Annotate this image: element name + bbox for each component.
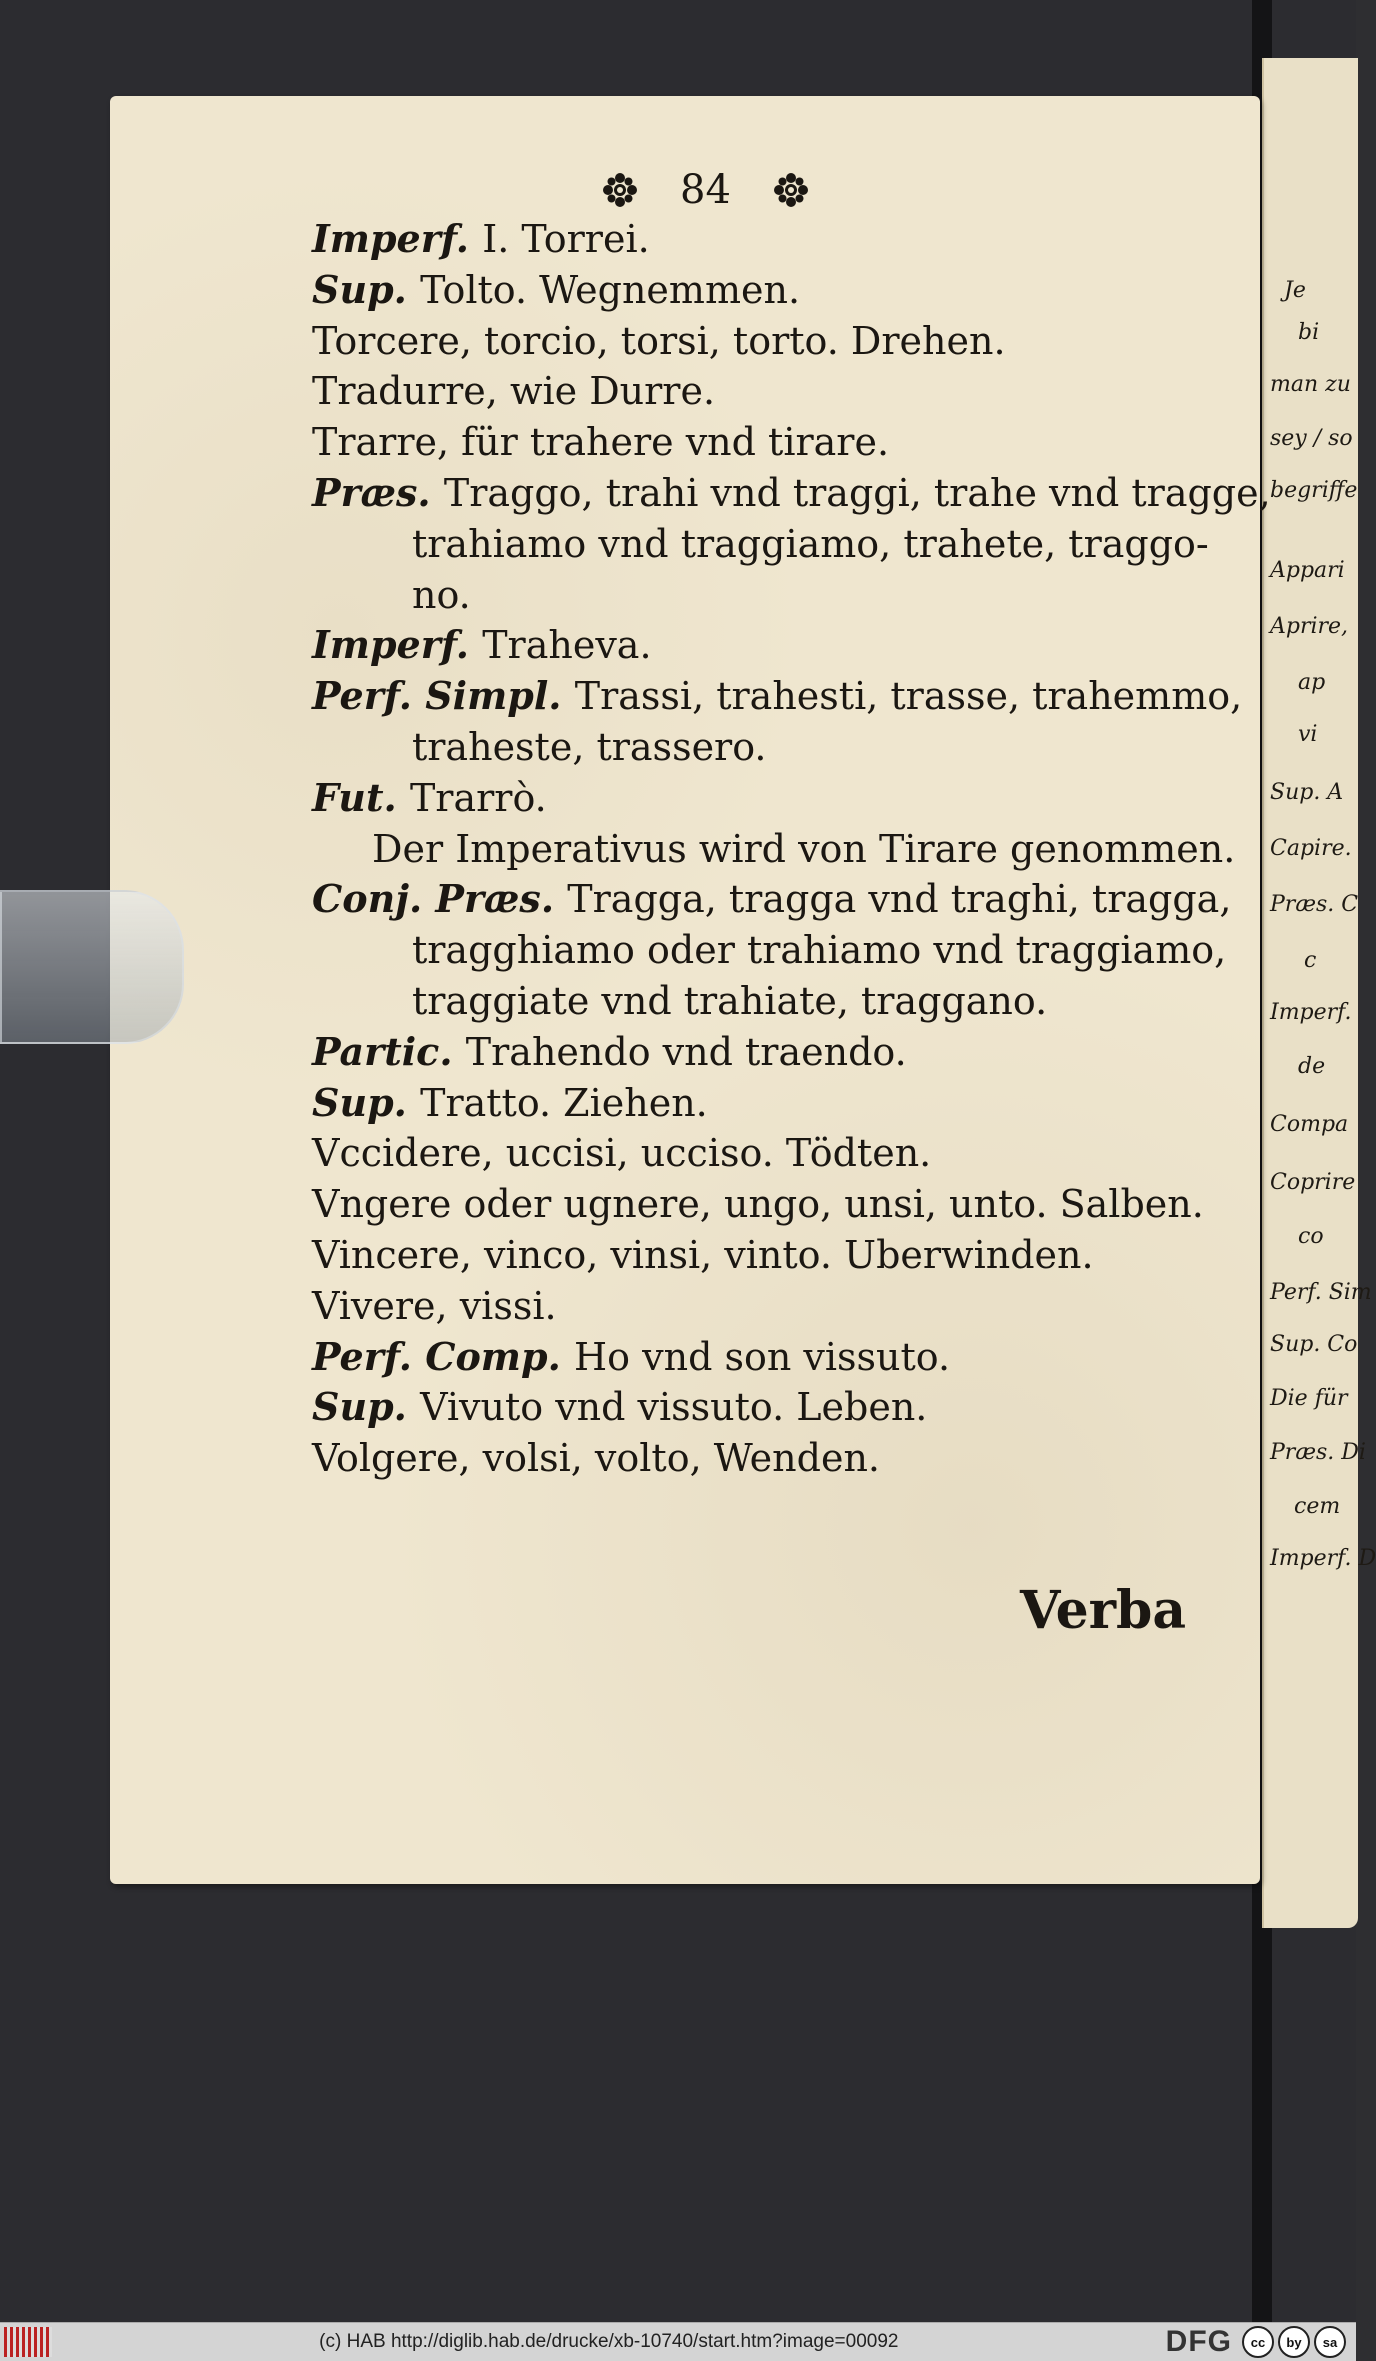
- grammar-label: Conj. Præs.: [312, 876, 568, 922]
- facing-page-fragment: Perf. Sim: [1270, 1280, 1372, 1305]
- line-text: traheste, trassero.: [412, 724, 767, 769]
- text-line: [312, 1382, 1192, 1433]
- line-text: Vincere, vinco, vinsi, vinto. Uberwinden.: [312, 1232, 1094, 1277]
- text-line: [312, 1078, 1192, 1129]
- flower-ornament-icon: [771, 170, 811, 210]
- facing-page-fragment: Die für: [1270, 1386, 1348, 1411]
- line-text: Trahendo vnd traendo.: [465, 1029, 907, 1074]
- facing-page-fragment: Præs. C: [1270, 892, 1359, 917]
- line-text: Vngere oder ugnere, ungo, unsi, unto. Salben.: [312, 1182, 1204, 1227]
- text-line: [312, 925, 1227, 976]
- grammar-label: Præs.: [312, 469, 444, 515]
- text-line: [312, 1281, 1192, 1332]
- grammar-label: Partic.: [312, 1028, 466, 1074]
- facing-page-fragment: Je: [1284, 278, 1306, 303]
- dfg-logo: DFG: [1165, 2325, 1232, 2358]
- facing-page-fragment: Sup. A: [1270, 780, 1344, 805]
- text-line: [312, 976, 1192, 1027]
- grammar-label: Perf. Simpl.: [312, 673, 575, 719]
- facing-page-fragment: Capire.: [1270, 836, 1352, 861]
- line-text: Torcere, torcio, torsi, torto. Drehen.: [312, 318, 1006, 363]
- facing-page-fragment: Imperf.: [1270, 1000, 1352, 1025]
- facing-page-fragment: Appari: [1270, 558, 1345, 583]
- line-text: Volgere, volsi, volto, Wenden.: [312, 1436, 881, 1481]
- line-text: traggiate vnd trahiate, traggano.: [412, 978, 1048, 1023]
- page-number: 84: [680, 167, 731, 213]
- text-line: [312, 1230, 1192, 1281]
- line-text: Vivuto vnd vissuto. Leben.: [420, 1385, 928, 1430]
- line-text: Tragga, tragga vnd traghi, tragga,: [567, 877, 1232, 922]
- grammar-label: Imperf.: [312, 622, 483, 668]
- line-text: tragghiamo oder trahiamo vnd traggiamo,: [412, 928, 1227, 973]
- text-line: [312, 722, 1192, 773]
- facing-page-fragment: Imperf. D: [1270, 1546, 1376, 1571]
- text-line: [312, 468, 1271, 519]
- facing-page-fragment: Coprire: [1270, 1170, 1356, 1195]
- grammar-label: Sup.: [312, 1384, 421, 1430]
- facing-page-fragment: sey / so: [1270, 426, 1353, 451]
- text-line: [312, 1332, 1192, 1383]
- facing-page-fragment: Præs. Di: [1270, 1440, 1366, 1465]
- grammar-label: Fut.: [312, 774, 410, 820]
- facing-page-fragment: co: [1298, 1224, 1324, 1249]
- facing-page-fragment: bi: [1298, 320, 1320, 345]
- line-text: Trarre, für trahere vnd tirare.: [312, 420, 890, 465]
- line-text: Vivere, vissi.: [312, 1283, 557, 1328]
- facing-page-fragment: Aprire,: [1270, 614, 1349, 639]
- text-line: [312, 874, 1232, 925]
- facing-page-fragment: ap: [1298, 670, 1326, 695]
- catchword: Verba: [1020, 1580, 1187, 1641]
- facing-page: [1262, 58, 1376, 1928]
- text-line: [312, 1433, 1192, 1484]
- sa-license-icon: sa: [1314, 2326, 1346, 2358]
- text-line: [312, 620, 1192, 671]
- line-text: Tratto. Ziehen.: [420, 1080, 708, 1125]
- flower-ornament-icon: [600, 170, 640, 210]
- line-text: Tolto. Wegnemmen.: [420, 267, 801, 312]
- line-text: no.: [412, 572, 471, 617]
- line-text: Der Imperativus wird von Tirare genommen.: [372, 826, 1236, 871]
- facing-page-fragment: Sup. Co: [1270, 1332, 1358, 1357]
- line-text: Trassi, trahesti, trasse, trahemmo,: [574, 674, 1243, 719]
- grammar-label: Imperf.: [312, 216, 483, 261]
- line-text: Vccidere, uccisi, ucciso. Tödten.: [312, 1131, 932, 1176]
- line-text: Traheva.: [482, 623, 652, 668]
- text-body: [312, 214, 1271, 1484]
- footer-bar: [0, 2322, 1356, 2361]
- facing-page-fragment: de: [1298, 1054, 1326, 1079]
- text-line: [312, 773, 1192, 824]
- facing-page-fragment: vi: [1298, 722, 1318, 747]
- text-line: [312, 1027, 1192, 1078]
- facing-page-fragment: cem: [1294, 1494, 1341, 1519]
- grammar-label: Sup.: [312, 266, 421, 312]
- text-line: [312, 366, 1192, 417]
- license-icons: [1242, 2326, 1346, 2358]
- facing-page-fragment: man zu: [1270, 372, 1351, 397]
- text-line: [312, 265, 1192, 316]
- line-text: Ho vnd son vissuto.: [574, 1334, 951, 1379]
- by-license-icon: by: [1278, 2326, 1310, 2358]
- grammar-label: Sup.: [312, 1079, 421, 1125]
- footer-copyright: (c) HAB http://diglib.hab.de/drucke/xb-10740/start.htm?image=00092: [319, 2331, 899, 2352]
- facing-page-fragment: c: [1304, 948, 1317, 973]
- text-line: [312, 824, 1236, 875]
- text-line: [312, 570, 1192, 621]
- line-text: Traggo, trahi vnd traggi, trahe vnd tragge,: [443, 470, 1271, 515]
- facing-page-fragment: Compa: [1270, 1112, 1349, 1137]
- text-line: [312, 316, 1192, 367]
- text-line: [312, 1179, 1204, 1230]
- text-line: [312, 214, 1192, 265]
- text-line: [312, 417, 1192, 468]
- line-text: Tradurre, wie Durre.: [312, 369, 716, 414]
- text-line: [312, 1128, 1192, 1179]
- text-line: [312, 519, 1209, 570]
- grammar-label: Perf. Comp.: [312, 1333, 575, 1379]
- line-text: I. Torrei.: [482, 217, 650, 261]
- line-text: trahiamo vnd traggiamo, trahete, traggo-: [412, 521, 1209, 566]
- hab-logo-icon: [4, 2327, 52, 2357]
- bookmark-clip: [0, 890, 184, 1044]
- page-header: [600, 160, 811, 220]
- line-text: Trarrò.: [409, 775, 547, 820]
- cc-license-icon: cc: [1242, 2326, 1274, 2358]
- text-line: [312, 671, 1243, 722]
- facing-page-fragment: begriffe: [1270, 478, 1358, 503]
